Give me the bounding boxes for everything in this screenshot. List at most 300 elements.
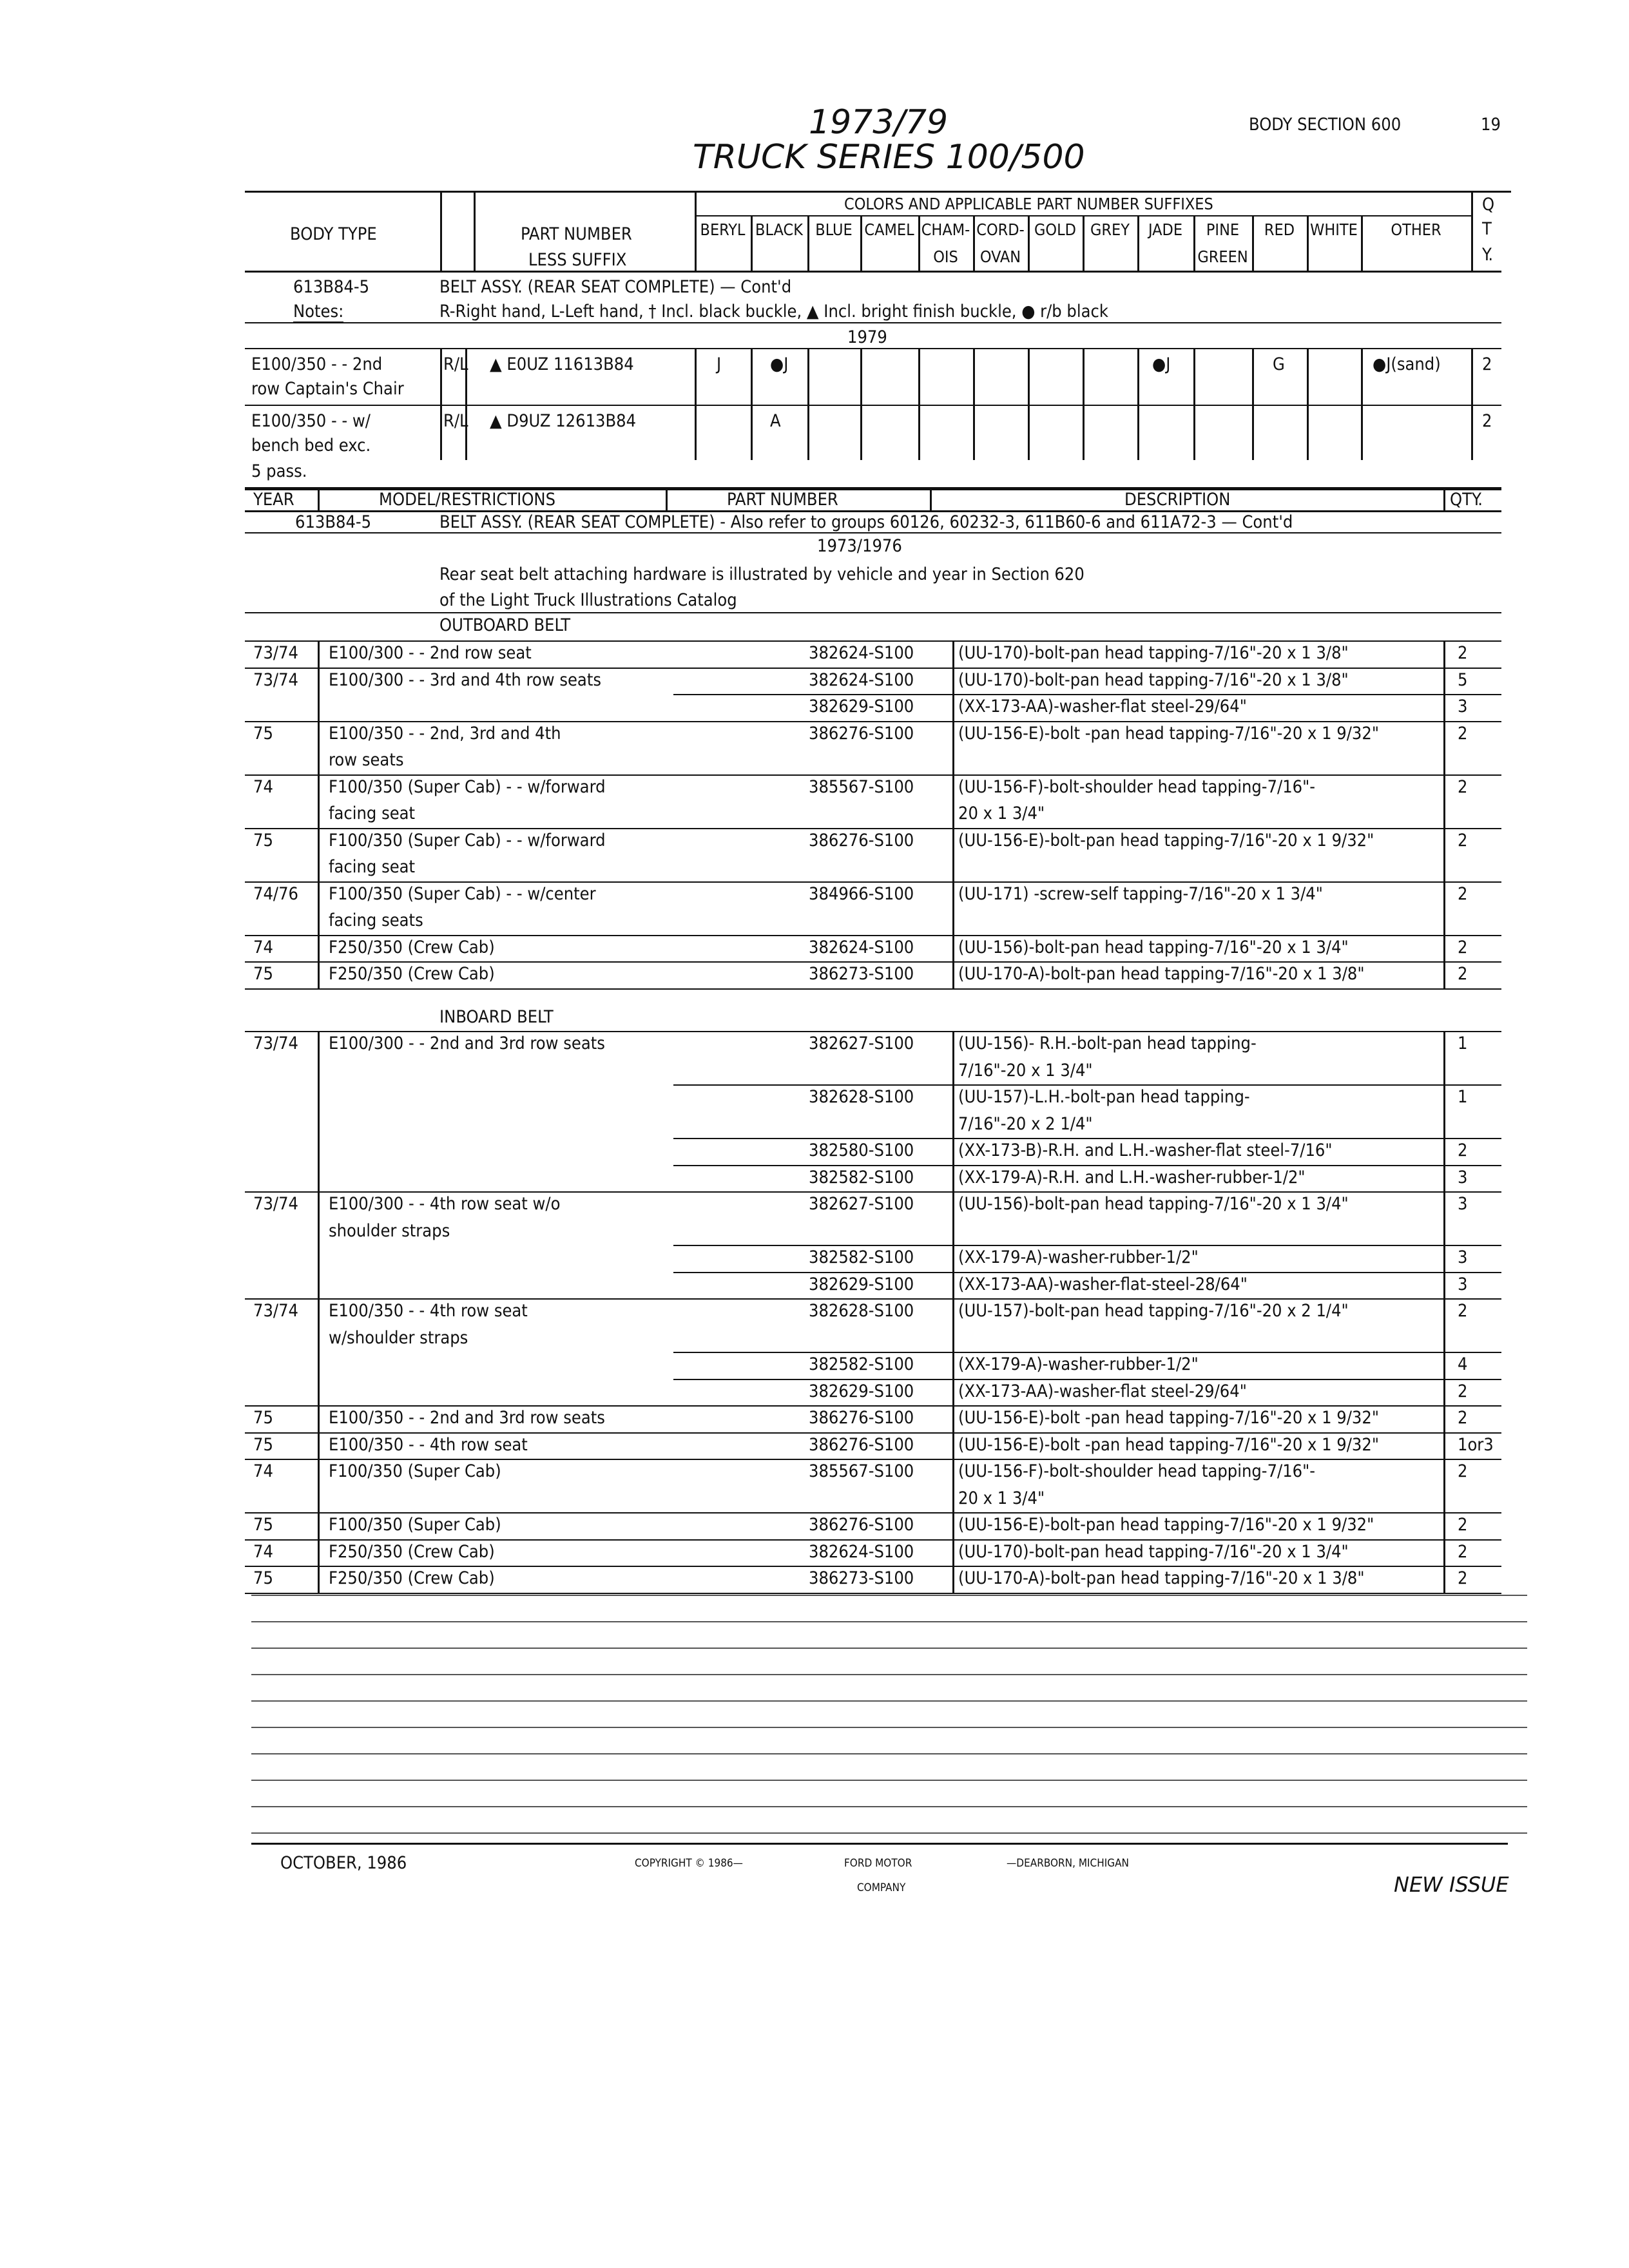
row-qty: 3 [1458, 1274, 1468, 1294]
row-description: 7/16"-20 x 1 3/4" [958, 1060, 1093, 1081]
row-top-border [673, 1084, 1501, 1086]
row-description: (UU-156-F)-bolt-shoulder head tapping-7/16"- [958, 1461, 1316, 1481]
row-model: E100/350 - - 4th row seat [329, 1434, 528, 1455]
row-divider [318, 721, 320, 774]
main-assy-line: BELT ASSY. (REAR SEAT COMPLETE) - Also refer to groups 60126, 60232-3, 611B60-6 and 611A72-3 — Cont'd [439, 512, 1293, 532]
row-divider [1443, 1352, 1445, 1379]
row-qty: 2 [1458, 1568, 1468, 1588]
row-divider [318, 961, 320, 988]
row-divider [1443, 1165, 1445, 1192]
row-divider [952, 1566, 954, 1593]
row-part-number: 382629-S100 [809, 697, 914, 716]
row-divider [318, 1084, 320, 1138]
row-divider [318, 1352, 320, 1379]
row-top-border [673, 1352, 1501, 1353]
row-divider [1083, 348, 1084, 405]
row-description: (XX-173-B)-R.H. and L.H.-washer-flat steel-7/16" [958, 1140, 1333, 1160]
row-top-border [245, 640, 1501, 642]
row-description: (XX-179-A)-washer-rubber-1/2" [958, 1247, 1199, 1267]
row-divider [318, 1405, 320, 1432]
row-part-number: 382628-S100 [809, 1301, 914, 1321]
color-header-0: BERYL [700, 220, 746, 239]
row-model: facing seats [329, 910, 423, 930]
row-qty: 2 [1458, 964, 1468, 984]
row-divider [952, 1191, 954, 1245]
row-part-number: 386276-S100 [809, 1408, 914, 1428]
row-part-number: 385567-S100 [809, 776, 914, 797]
row-part-number: 382627-S100 [809, 1033, 914, 1053]
row-model: E100/300 - - 2nd row seat [329, 643, 532, 663]
row-divider [1443, 1379, 1445, 1406]
ruled-line [251, 1753, 1527, 1754]
qty-header-t: T [1482, 219, 1492, 239]
row-model: E100/300 - - 3rd and 4th row seats [329, 669, 601, 690]
row-qty: 2 [1458, 643, 1468, 663]
qty-header-y: Y. [1482, 245, 1494, 265]
row-divider [952, 721, 954, 774]
outboard-belt-label: OUTBOARD BELT [439, 615, 571, 635]
row-divider [318, 694, 320, 721]
row-description: (UU-157)-bolt-pan head tapping-7/16"-20 x 2 1/4" [958, 1301, 1349, 1321]
row-divider [1193, 405, 1195, 460]
ruled-line [251, 1595, 1527, 1596]
row-divider [318, 935, 320, 962]
ruled-line [251, 1727, 1527, 1728]
col-part-number: PART NUMBER [521, 224, 632, 244]
ruled-line [251, 1648, 1527, 1649]
row-model: facing seat [329, 857, 416, 877]
row-part-number: 382624-S100 [809, 669, 914, 690]
row-qty: 2 [1458, 830, 1468, 850]
row-divider [1443, 961, 1445, 988]
row-description: (UU-171) -screw-self tapping-7/16"-20 x 1 3/4" [958, 883, 1323, 904]
row-description: (XX-179-A)-washer-rubber-1/2" [958, 1354, 1199, 1374]
top-row-qty: 2 [1482, 354, 1492, 374]
row-divider [952, 774, 954, 828]
row-divider [1443, 640, 1445, 668]
color-header-2: BLUE [815, 220, 853, 239]
color-header-8: JADE [1148, 220, 1183, 239]
row-divider [1443, 1031, 1445, 1084]
row-divider [973, 405, 975, 460]
main-note-line-2: of the Light Truck Illustrations Catalog [439, 590, 737, 610]
row-qty: 2 [1458, 883, 1468, 904]
row-divider [918, 348, 920, 405]
row-part-number: 385567-S100 [809, 1461, 914, 1481]
row-year: 74 [253, 1541, 273, 1562]
row-divider [695, 348, 697, 405]
row-qty: 2 [1458, 776, 1468, 797]
row-divider [318, 881, 320, 935]
row-divider [1137, 348, 1139, 405]
row-part-number: 386276-S100 [809, 1434, 914, 1455]
col-less-suffix: LESS SUFFIX [528, 250, 627, 270]
header-model: MODEL/RESTRICTIONS [379, 490, 556, 510]
header-year: YEAR [253, 490, 294, 510]
row-qty: 3 [1458, 1247, 1468, 1267]
footer-company-line-2: COMPANY [857, 1881, 906, 1894]
row-divider [918, 405, 920, 460]
row-qty: 3 [1458, 697, 1468, 716]
row-description: (UU-156)- R.H.-bolt-pan head tapping- [958, 1033, 1257, 1053]
row-divider [952, 1298, 954, 1352]
row-divider [1307, 348, 1309, 405]
row-description: (UU-170-A)-bolt-pan head tapping-7/16"-20 x 1 3/8" [958, 964, 1365, 984]
row-year: 73/74 [253, 669, 298, 690]
top-row-black: ●J [770, 354, 789, 374]
header-desc: DESCRIPTION [1124, 490, 1231, 510]
table-bottom-border [245, 1593, 1501, 1594]
row-divider [952, 1352, 954, 1379]
row-divider [952, 1272, 954, 1299]
row-top-border [245, 828, 1501, 829]
row-divider [318, 1432, 320, 1459]
row-divider [318, 1459, 320, 1512]
row-divider [1361, 405, 1363, 460]
row-divider [1252, 405, 1254, 460]
row-model: facing seat [329, 803, 416, 823]
row-divider [952, 935, 954, 962]
row-divider [1443, 1298, 1445, 1352]
row-divider [751, 348, 753, 405]
color-header-7: GREY [1090, 220, 1130, 239]
top-row-part: ▲ E0UZ 11613B84 [490, 354, 634, 374]
row-description: (UU-156-E)-bolt -pan head tapping-7/16"-20 x 1 9/32" [958, 1434, 1379, 1455]
row-top-border [245, 1432, 1501, 1434]
row-divider [318, 828, 320, 881]
row-top-border [245, 1459, 1501, 1460]
row-model: E100/350 - - 2nd, 3rd and 4th [329, 723, 561, 744]
top-row-rl: R/L [443, 354, 468, 374]
row-top-border [673, 1165, 1501, 1166]
row-description: (UU-170)-bolt-pan head tapping-7/16"-20 x 1 3/4" [958, 1541, 1349, 1562]
row-divider [952, 1432, 954, 1459]
color-header-3: CAMEL [864, 220, 914, 239]
row-part-number: 382580-S100 [809, 1140, 914, 1160]
row-description: 20 x 1 3/4" [958, 803, 1045, 823]
basic-number: 613B84-5 [293, 277, 370, 297]
colors-title: COLORS AND APPLICABLE PART NUMBER SUFFIXES [844, 195, 1213, 213]
row-part-number: 382629-S100 [809, 1381, 914, 1401]
ruled-line [251, 1674, 1527, 1675]
row-description: 20 x 1 3/4" [958, 1488, 1045, 1508]
row-divider [318, 774, 320, 828]
row-divider [1471, 405, 1473, 460]
row-divider [318, 1379, 320, 1406]
col-body-type: BODY TYPE [290, 224, 377, 244]
row-divider [1443, 774, 1445, 828]
row-part-number: 382629-S100 [809, 1274, 914, 1294]
row-description: 7/16"-20 x 2 1/4" [958, 1113, 1093, 1134]
row-part-number: 386273-S100 [809, 964, 914, 984]
row-divider [1443, 1539, 1445, 1566]
row-divider [860, 348, 862, 405]
row-model: F250/350 (Crew Cab) [329, 964, 495, 984]
row-divider [1443, 1432, 1445, 1459]
row-qty: 3 [1458, 1194, 1468, 1214]
row-divider [440, 348, 442, 405]
color-header-1: BLACK [755, 220, 803, 239]
top-row-body-2: row Captain's Chair [251, 379, 404, 399]
top-row-beryl: J [717, 354, 722, 374]
row-model: shoulder straps [329, 1220, 450, 1241]
ruled-line [251, 1832, 1527, 1834]
row-part-number: 382582-S100 [809, 1354, 914, 1374]
top-row-other: ●J(sand) [1373, 354, 1441, 374]
top-row-red: G [1273, 354, 1285, 374]
row-top-border [245, 1539, 1501, 1541]
color-header-9: PINE [1206, 220, 1240, 239]
row-divider [952, 1539, 954, 1566]
row-description: (XX-173-AA)-washer-flat steel-29/64" [958, 697, 1247, 716]
color-header-6: GOLD [1034, 220, 1076, 239]
row-description: (UU-156)-bolt-pan head tapping-7/16"-20 x 1 3/4" [958, 1194, 1349, 1214]
row-model: E100/300 - - 2nd and 3rd row seats [329, 1033, 605, 1053]
row-divider [952, 640, 954, 668]
row-description: (XX-173-AA)-washer-flat steel-29/64" [958, 1381, 1247, 1401]
page-number: 19 [1481, 115, 1501, 135]
row-divider [1443, 828, 1445, 881]
footer-issue: NEW ISSUE [1394, 1872, 1509, 1897]
row-description: (UU-156-E)-bolt -pan head tapping-7/16"-20 x 1 9/32" [958, 1408, 1379, 1428]
row-year: 74 [253, 1461, 273, 1481]
row-top-border [245, 935, 1501, 936]
row-top-border [245, 1566, 1501, 1567]
row-description: (UU-156-E)-bolt -pan head tapping-7/16"-20 x 1 9/32" [958, 723, 1379, 744]
row-qty: 2 [1458, 1515, 1468, 1535]
row-divider [1307, 405, 1309, 460]
row-divider [952, 1459, 954, 1512]
ruled-line [251, 1621, 1527, 1622]
row-year: 75 [253, 1434, 273, 1455]
row-year: 75 [253, 1408, 273, 1428]
row-divider [1443, 1191, 1445, 1245]
color-header-4: CHAM- [921, 220, 970, 239]
top-row-part: ▲ D9UZ 12613B84 [490, 411, 637, 431]
row-description: (UU-170-A)-bolt-pan head tapping-7/16"-20 x 1 3/8" [958, 1568, 1365, 1588]
row-divider [1443, 935, 1445, 962]
row-divider [1443, 1459, 1445, 1512]
row-description: (UU-156-E)-bolt-pan head tapping-7/16"-20 x 1 9/32" [958, 830, 1374, 850]
row-model: F100/350 (Super Cab) - - w/center [329, 883, 596, 904]
row-year: 73/74 [253, 1194, 298, 1214]
row-divider [952, 1084, 954, 1138]
row-divider [807, 348, 809, 405]
row-divider [318, 640, 320, 668]
row-model: row seats [329, 750, 404, 770]
row-divider [318, 1512, 320, 1539]
row-divider [1137, 405, 1139, 460]
color-header-5: CORD- [976, 220, 1025, 239]
notes-text: R-Right hand, L-Left hand, † Incl. black buckle, ▲ Incl. bright finish buckle, ● r/b black [439, 302, 1108, 322]
row-divider [1443, 1245, 1445, 1272]
row-part-number: 386276-S100 [809, 1515, 914, 1535]
row-year: 75 [253, 1568, 273, 1588]
row-divider [695, 405, 697, 460]
row-part-number: 384966-S100 [809, 883, 914, 904]
row-divider [318, 1272, 320, 1299]
row-divider [1193, 348, 1195, 405]
top-row-rl: R/L [443, 411, 468, 431]
row-part-number: 382624-S100 [809, 1541, 914, 1562]
row-divider [318, 1191, 320, 1245]
row-top-border [245, 721, 1501, 722]
row-description: (UU-156)-bolt-pan head tapping-7/16"-20 x 1 3/4" [958, 937, 1349, 957]
top-row-body-2: bench bed exc. [251, 436, 371, 456]
row-divider [318, 1031, 320, 1084]
ruled-line [251, 1780, 1527, 1781]
row-qty: 2 [1458, 1301, 1468, 1321]
row-qty: 2 [1458, 1461, 1468, 1481]
row-qty: 3 [1458, 1167, 1468, 1187]
row-top-border [245, 774, 1501, 776]
row-model: E100/350 - - 4th row seat [329, 1301, 528, 1321]
year-1979: 1979 [847, 327, 887, 347]
row-description: (XX-179-A)-R.H. and L.H.-washer-rubber-1/2" [958, 1167, 1306, 1187]
row-qty: 1or3 [1458, 1434, 1494, 1455]
row-description: (UU-156-E)-bolt-pan head tapping-7/16"-20 x 1 9/32" [958, 1515, 1374, 1535]
top-row-qty: 2 [1482, 411, 1492, 431]
row-year: 75 [253, 1515, 273, 1535]
row-divider [973, 348, 975, 405]
row-divider [1028, 348, 1030, 405]
row-part-number: 386276-S100 [809, 723, 914, 744]
footer-location: —DEARBORN, MICHIGAN [1007, 1857, 1129, 1870]
row-divider [807, 405, 809, 460]
row-part-number: 386276-S100 [809, 830, 914, 850]
row-divider [952, 668, 954, 695]
row-year: 75 [253, 830, 273, 850]
section-label: BODY SECTION 600 [1249, 115, 1402, 135]
row-year: 74/76 [253, 883, 298, 904]
row-divider [318, 1539, 320, 1566]
row-divider [952, 1379, 954, 1406]
row-divider [1443, 881, 1445, 935]
row-top-border [245, 1405, 1501, 1407]
row-part-number: 382624-S100 [809, 937, 914, 957]
row-model: F250/350 (Crew Cab) [329, 937, 495, 957]
assy-title: BELT ASSY. (REAR SEAT COMPLETE) — Cont'd [439, 277, 792, 297]
row-divider [860, 405, 862, 460]
row-top-border [673, 1245, 1501, 1246]
color-header-12: OTHER [1391, 220, 1441, 239]
row-qty: 1 [1458, 1033, 1468, 1053]
row-year: 73/74 [253, 1033, 298, 1053]
inboard-belt-label: INBOARD BELT [439, 1007, 554, 1027]
footer-copyright: COPYRIGHT © 1986— [635, 1857, 743, 1870]
row-top-border [245, 1298, 1501, 1300]
row-model: E100/300 - - 4th row seat w/o [329, 1194, 561, 1214]
row-divider [952, 1512, 954, 1539]
row-divider [318, 1566, 320, 1593]
row-part-number: 382582-S100 [809, 1247, 914, 1267]
row-model: w/shoulder straps [329, 1327, 468, 1348]
year-range-title: 1973/79 [809, 103, 949, 142]
row-divider [318, 1165, 320, 1192]
row-top-border [245, 881, 1501, 883]
row-divider [952, 881, 954, 935]
row-part-number: 386273-S100 [809, 1568, 914, 1588]
row-year: 73/74 [253, 643, 298, 663]
row-divider [1443, 1405, 1445, 1432]
row-model: F100/350 (Super Cab) - - w/forward [329, 776, 606, 797]
row-divider [1443, 721, 1445, 774]
row-qty: 2 [1458, 723, 1468, 744]
row-divider [318, 668, 320, 695]
row-divider [1361, 348, 1363, 405]
row-model: F100/350 (Super Cab) - - w/forward [329, 830, 606, 850]
row-divider [1443, 1138, 1445, 1165]
color-header-4-line2: OIS [933, 247, 958, 266]
row-model: F250/350 (Crew Cab) [329, 1541, 495, 1562]
row-year: 75 [253, 723, 273, 744]
row-divider [440, 405, 442, 460]
main-basic-number: 613B84-5 [295, 512, 372, 532]
row-model: F100/350 (Super Cab) [329, 1515, 501, 1535]
row-model: E100/350 - - 2nd and 3rd row seats [329, 1408, 605, 1428]
row-divider [318, 1138, 320, 1165]
row-year: 75 [253, 964, 273, 984]
row-divider [1028, 405, 1030, 460]
footer-company-line-1: FORD MOTOR [844, 1857, 912, 1870]
row-top-border [245, 1191, 1501, 1193]
row-divider [318, 1298, 320, 1352]
main-note-line-1: Rear seat belt attaching hardware is illustrated by vehicle and year in Section 620 [439, 564, 1084, 584]
row-top-border [245, 1512, 1501, 1514]
header-part: PART NUMBER [727, 490, 838, 510]
row-divider [952, 961, 954, 988]
notes-label: Notes: [293, 302, 344, 322]
row-qty: 1 [1458, 1087, 1468, 1107]
ruled-line [251, 1806, 1527, 1807]
row-divider [1443, 694, 1445, 721]
row-description: (UU-156-F)-bolt-shoulder head tapping-7/16"- [958, 776, 1316, 797]
row-model: F250/350 (Crew Cab) [329, 1568, 495, 1588]
row-part-number: 382582-S100 [809, 1167, 914, 1187]
row-year: 73/74 [253, 1301, 298, 1321]
color-header-9-line2: GREEN [1197, 247, 1248, 266]
footer-date: OCTOBER, 1986 [280, 1853, 407, 1873]
row-top-border [245, 1031, 1501, 1032]
qty-header-q: Q [1482, 195, 1495, 215]
row-divider [952, 1245, 954, 1272]
row-year: 74 [253, 937, 273, 957]
row-part-number: 382624-S100 [809, 643, 914, 663]
series-title: TRUCK SERIES 100/500 [693, 138, 1085, 177]
row-divider [952, 1405, 954, 1432]
row-description: (UU-170)-bolt-pan head tapping-7/16"-20 x 1 3/8" [958, 669, 1349, 690]
main-year-range: 1973/1976 [817, 536, 902, 556]
row-model: F100/350 (Super Cab) [329, 1461, 501, 1481]
row-top-border [673, 1138, 1501, 1139]
row-top-border [673, 694, 1501, 695]
row-divider [1443, 1084, 1445, 1138]
row-divider [952, 1138, 954, 1165]
row-divider [952, 828, 954, 881]
row-qty: 4 [1458, 1354, 1468, 1374]
row-divider [952, 1031, 954, 1084]
row-qty: 2 [1458, 937, 1468, 957]
row-qty: 2 [1458, 1541, 1468, 1562]
color-header-10: RED [1264, 220, 1295, 239]
top-row-black: A [770, 411, 781, 431]
top-row-jade: ●J [1152, 354, 1171, 374]
row-divider [318, 1245, 320, 1272]
row-divider [1443, 1566, 1445, 1593]
header-qty: QTY. [1450, 490, 1483, 510]
row-top-border [245, 961, 1501, 963]
row-divider [1443, 1512, 1445, 1539]
